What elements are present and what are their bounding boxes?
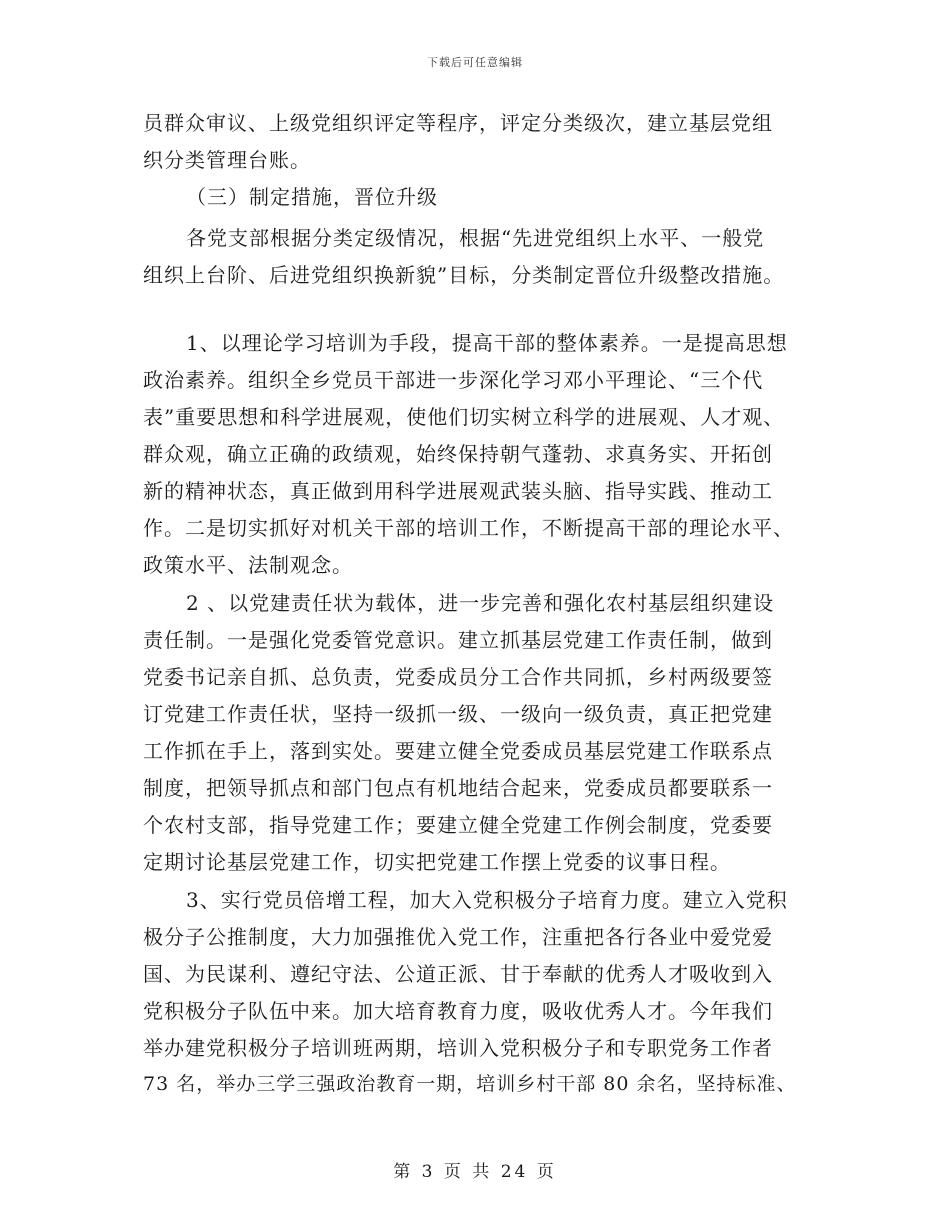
text-line: 政策水平、法制观念。 xyxy=(143,553,353,577)
text-line: 党积极分子队伍中来。加大培育教育力度，吸收优秀人才。今年我们 xyxy=(143,999,773,1023)
text-line: 织分类管理台账。 xyxy=(143,148,311,172)
text-line: 国、为民谋利、遵纪守法、公道正派、甘于奉献的优秀人才吸收到入 xyxy=(143,962,773,986)
text-line: 1、以理论学习培训为手段，提高干部的整体素养。一是提高思想 xyxy=(186,331,788,355)
text-line: 订党建工作责任状，坚持一级抓一级、一级向一级负责，真正把党建 xyxy=(143,702,773,726)
text-line: 责任制。一是强化党委管党意识。建立抓基层党建工作责任制，做到 xyxy=(143,628,773,652)
page-number: 第 3 页 共 24 页 xyxy=(393,1162,557,1182)
text-line: 个农村支部，指导党建工作；要建立健全党建工作例会制度，党委要 xyxy=(143,813,773,837)
text-line: 组织上台阶、后进党组织换新貌”目标，分类制定晋位升级整改措施。 xyxy=(143,263,785,287)
text-line: 3、实行党员倍增工程，加大入党积极分子培育力度。建立入党积 xyxy=(186,888,788,912)
text-line: 工作抓在手上，落到实处。要建立健全党委成员基层党建工作联系点 xyxy=(143,739,773,763)
text-line: 极分子公推制度，大力加强推优入党工作，注重把各行各业中爱党爱 xyxy=(143,925,773,949)
text-line: 政治素养。组织全乡党员干部进一步深化学习邓小平理论、“三个代 xyxy=(143,368,764,392)
text-line: 举办建党积极分子培训班两期，培训入党积极分子和专职党务工作者 xyxy=(143,1036,773,1060)
text-line: 员群众审议、上级党组织评定等程序，评定分类级次，建立基层党组 xyxy=(143,111,773,135)
text-line: 各党支部根据分类定级情况，根据“先进党组织上水平、一般党 xyxy=(186,226,765,250)
text-line: 新的精神状态，真正做到用科学进展观武装头脑、指导实践、推动工 xyxy=(143,479,773,503)
section-heading: （三）制定措施，晋位升级 xyxy=(186,185,438,209)
text-line: 定期讨论基层党建工作，切实把党建工作摆上党委的议事日程。 xyxy=(143,850,731,874)
text-line: 制度，把领导抓点和部门包点有机地结合起来，党委成员都要联系一 xyxy=(143,776,773,800)
text-line: 作。二是切实抓好对机关干部的培训工作，不断提高干部的理论水平、 xyxy=(143,516,794,540)
text-line: 党委书记亲自抓、总负责，党委成员分工合作共同抓，乡村两级要签 xyxy=(143,665,773,689)
page-header: 下载后可任意编辑 xyxy=(427,56,523,69)
text-line: 2 、以党建责任状为载体，进一步完善和强化农村基层组织建设 xyxy=(186,591,775,615)
text-line: 表”重要思想和科学进展观，使他们切实树立科学的进展观、人才观、 xyxy=(143,405,785,429)
text-line: 群众观，确立正确的政绩观，始终保持朝气蓬勃、求真务实、开拓创 xyxy=(143,442,773,466)
text-line: 73 名，举办三学三强政治教育一期，培训乡村干部 80 余名，坚持标准、 xyxy=(143,1073,797,1095)
